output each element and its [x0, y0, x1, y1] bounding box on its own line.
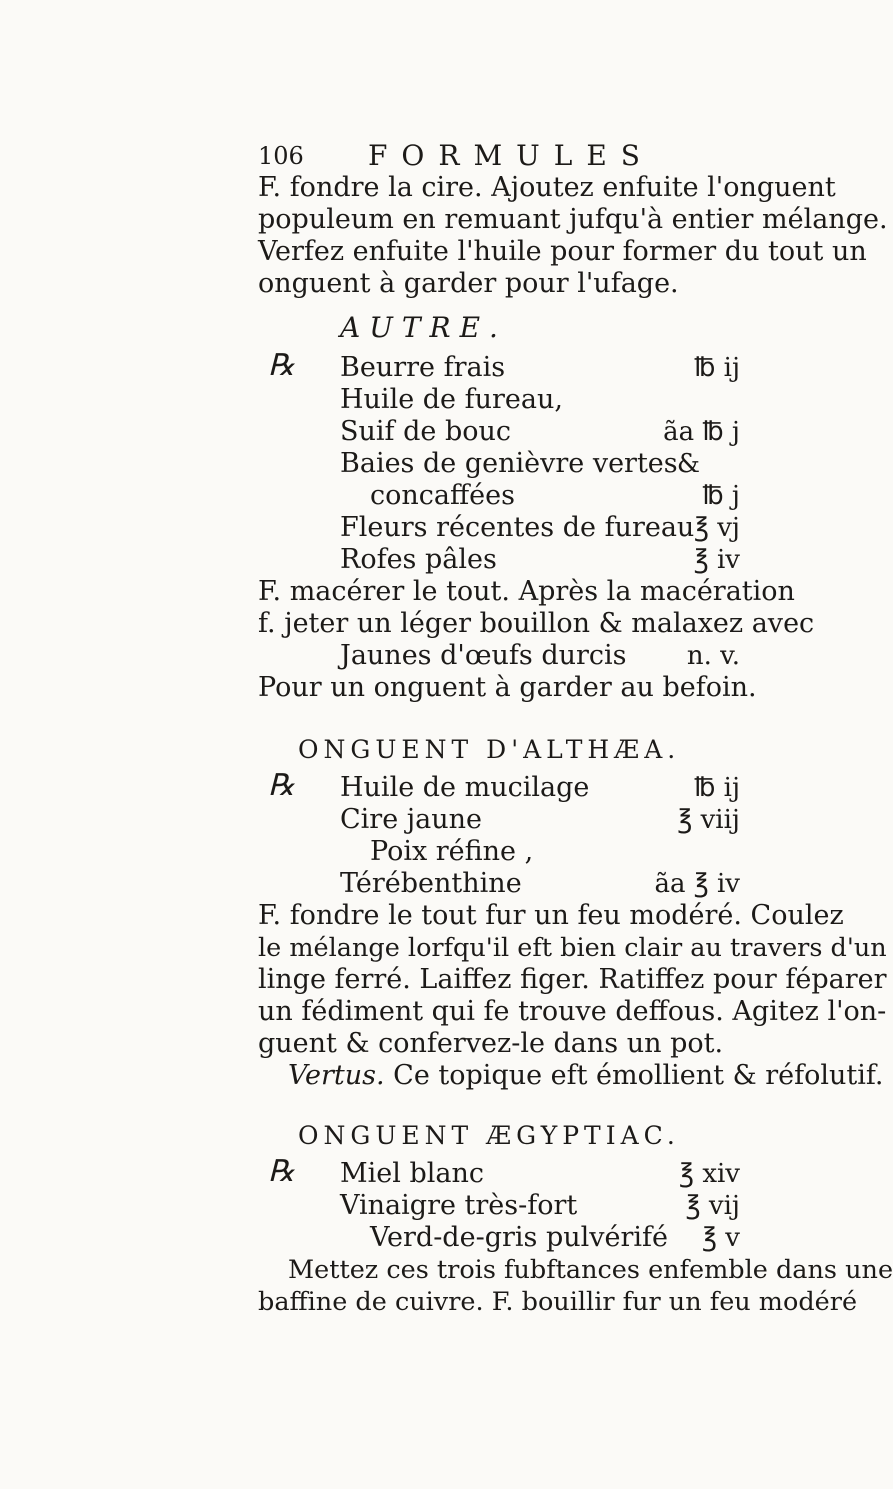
recipe-symbol-icon: ℞	[268, 348, 295, 383]
ingredient-qty: &	[676, 449, 700, 479]
ingredient-name: Baies de genièvre vertes	[340, 448, 678, 479]
ingredient-name: Cire jaune	[340, 804, 482, 835]
text-line: f. jeter un léger bouillon & malaxez avec	[258, 608, 815, 639]
ingredient-name: Jaunes d'œufs durcis	[340, 640, 627, 671]
intro-line-2: populeum en remuant jufqu'à entier mélange.	[258, 204, 888, 235]
ingredient-name: Huile de fureau,	[340, 384, 563, 415]
ingredient-name: concaffées	[370, 480, 515, 511]
ingredient-qty: ℥ vij	[685, 1191, 740, 1221]
recipe-symbol-icon: ℞	[268, 768, 295, 803]
ingredient-name: Suif de bouc	[340, 416, 511, 447]
text-line: Mettez ces trois fubftances enfemble dans une	[288, 1255, 893, 1285]
ingredient-name: Huile de mucilage	[340, 772, 590, 803]
ingredient-qty: ãa ℔ j	[663, 417, 740, 447]
text-line: baffine de cuivre. F. bouillir fur un feu modéré	[258, 1287, 858, 1317]
vertus-text: Ce topique eft émollient & réfolutif.	[384, 1060, 884, 1091]
section-heading-aegyptiac: ONGUENT ÆGYPTIAC.	[298, 1121, 680, 1150]
page-number: 106	[258, 142, 304, 170]
text-line: F. macérer le tout. Après la macération	[258, 576, 795, 607]
vertus-line	[288, 1060, 883, 1092]
page-header	[258, 139, 654, 172]
ingredient-name: Miel blanc	[340, 1158, 485, 1189]
ingredient-qty: ãa ℥ iv	[654, 869, 740, 899]
ingredient-qty: n. v.	[686, 641, 740, 671]
ingredient-qty: ℥ iv	[693, 545, 740, 575]
ingredient-qty: ℥ v	[702, 1223, 740, 1253]
ingredient-name: Térébenthine	[340, 868, 522, 899]
ingredient-qty: ℔ j	[702, 481, 740, 511]
ingredient-qty: ℔ ij	[694, 353, 740, 383]
intro-line-4: onguent à garder pour l'ufage.	[258, 268, 679, 299]
recipe-symbol-icon: ℞	[268, 1154, 295, 1189]
text-line: linge ferré. Laiffez figer. Ratiffez pour féparer	[258, 964, 887, 995]
ingredient-name: Verd-de-gris pulvérifé	[370, 1222, 669, 1253]
ingredient-qty: ℥ xiv	[679, 1159, 740, 1189]
intro-line-1: F. fondre la cire. Ajoutez enfuite l'onguent	[258, 172, 836, 203]
ingredient-qty: ℔ ij	[694, 773, 740, 803]
intro-line-3: Verfez enfuite l'huile pour former du tout un	[258, 236, 867, 267]
text-line: un fédiment qui fe trouve deffous. Agitez l'on-	[258, 996, 887, 1027]
ingredient-name: Beurre frais	[340, 352, 506, 383]
text-line: Pour un onguent à garder au befoin.	[258, 672, 757, 703]
ingredient-qty: ℥ viij	[677, 805, 740, 835]
ingredient-name: Poix réfine ,	[370, 836, 534, 867]
section-heading-autre: AUTRE.	[340, 311, 507, 344]
text-line: guent & confervez-le dans un pot.	[258, 1028, 724, 1059]
ingredient-name: Fleurs récentes de fureau	[340, 512, 695, 543]
text-line: F. fondre le tout fur un feu modéré. Coulez	[258, 900, 844, 931]
text-line: le mélange lorfqu'il eft bien clair au travers d'un	[258, 933, 887, 963]
ingredient-name: Rofes pâles	[340, 544, 497, 575]
running-title: FORMULES	[368, 139, 654, 172]
ingredient-qty: ℥ vj	[693, 513, 740, 543]
vertus-label: Vertus.	[288, 1060, 385, 1091]
section-heading-althaea: ONGUENT D'ALTHÆA.	[298, 735, 681, 764]
ingredient-name: Vinaigre très-fort	[340, 1190, 578, 1221]
